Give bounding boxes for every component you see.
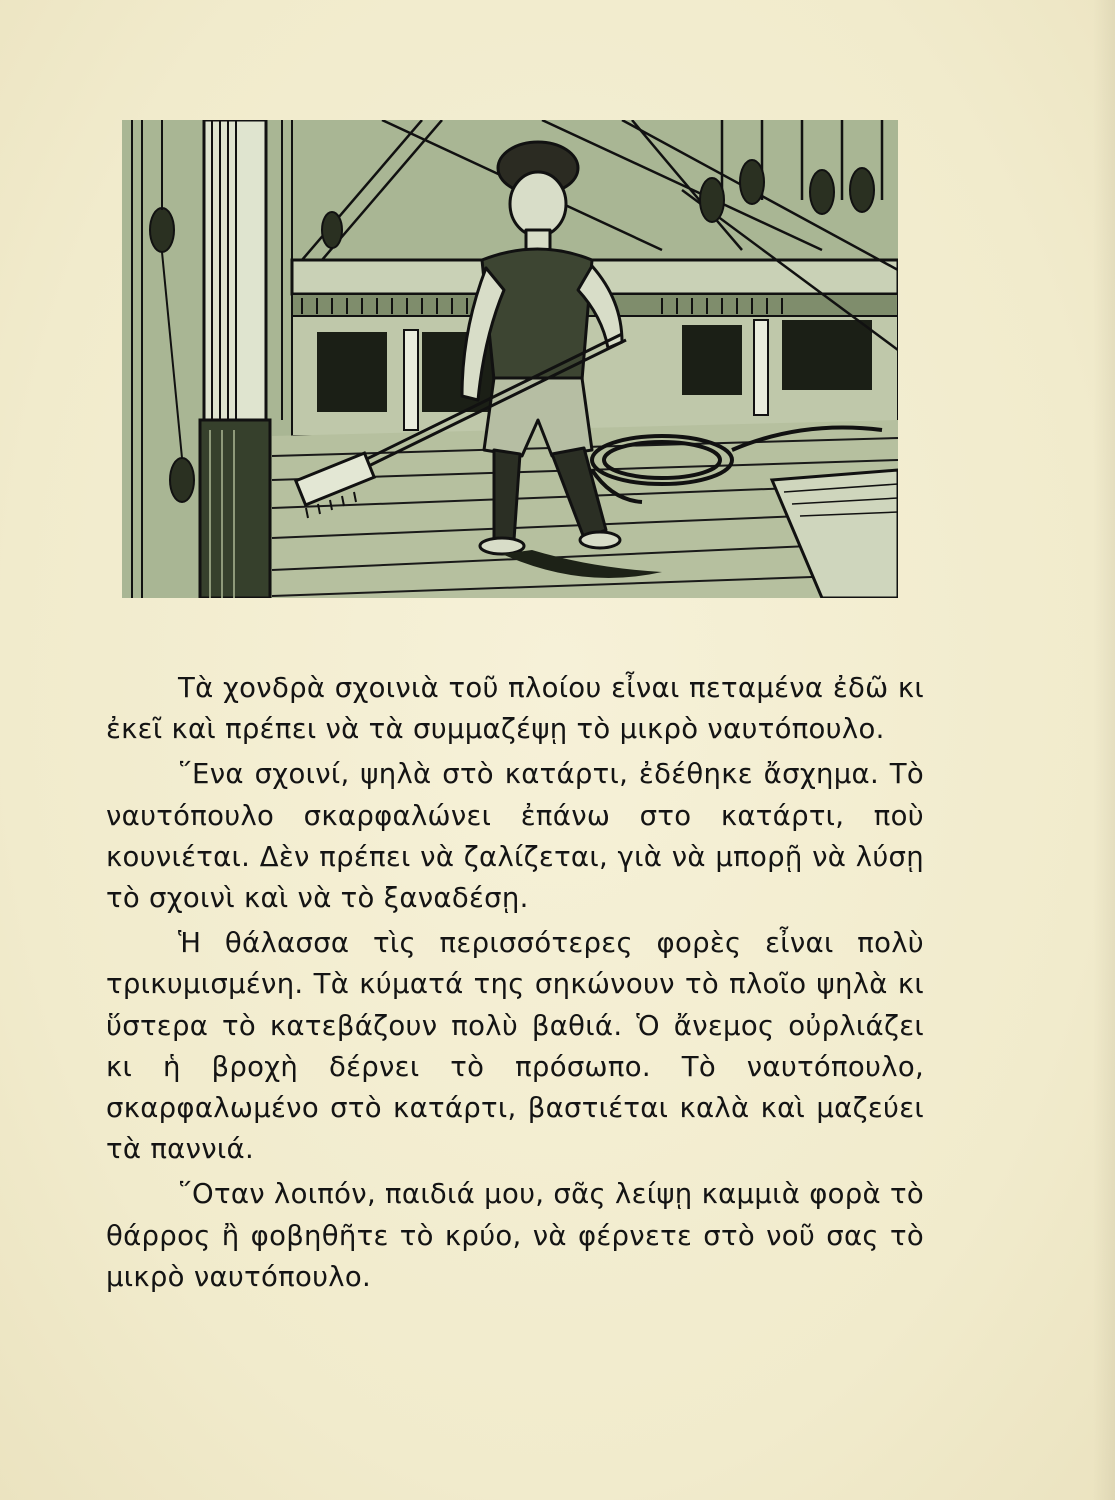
page-edge-shadow bbox=[1093, 0, 1115, 1500]
paragraph: ῞Οταν λοιπόν, παιδιά μου, σᾶς λείψῃ καμμιὰ φορὰ τὸ θάρρος ἢ φοβηθῆτε τὸ κρύο, νὰ φέρνετε στὸ νοῦ σας τὸ μικρὸ ναυτόπουλο. bbox=[106, 1178, 924, 1293]
paragraph: Τὰ χονδρὰ σχοινιὰ τοῦ πλοίου εἶναι πεταμένα ἐδῶ κι ἐκεῖ καὶ πρέπει νὰ τὰ συμμαζέψῃ τὸ μικρὸ ναυτόπουλο. bbox=[106, 672, 924, 746]
story-text bbox=[106, 668, 924, 1298]
paragraph: ῞Ενα σχοινί, ψηλὰ στὸ κατάρτι, ἐδέθηκε ἄσχημα. Τὸ ναυτόπουλο σκαρφαλώνει ἐπάνω στο κατάρτι, ποὺ κουνιέται. Δὲν πρέπει νὰ ζαλίζεται, γιὰ νὰ μπορῇ νὰ λύσῃ τὸ σχοινὶ καὶ νὰ τὸ ξαναδέσῃ. bbox=[106, 758, 924, 915]
ship-deck-illustration bbox=[122, 120, 898, 598]
paragraph: Ἡ θάλασσα τὶς περισσότερες φορὲς εἶναι πολὺ τρικυμισμένη. Τὰ κύματά της σηκώνουν τὸ πλοῖο ψηλὰ κι ὕστερα τὸ κατεβάζουν πολὺ βαθιά. Ὁ ἄνεμος οὐρλιάζει κι ἡ βροχὴ δέρνει τὸ πρόσωπο. Τὸ ναυτόπουλο, σκαρφαλωμένο στὸ κατάρτι, βαστιέται καλὰ καὶ μαζεύει τὰ παννιά. bbox=[106, 927, 924, 1166]
